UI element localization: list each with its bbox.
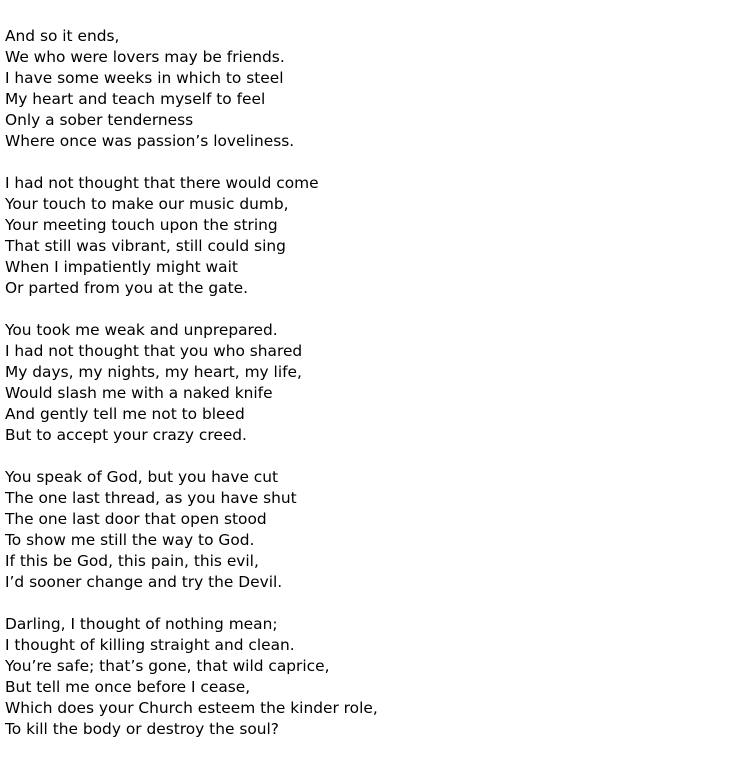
stanza-5 — [5, 614, 378, 740]
poem-line: Your meeting touch upon the string — [5, 216, 278, 234]
poem-line: I thought of killing straight and clean. — [5, 636, 295, 654]
poem-line: When I impatiently might wait — [5, 258, 238, 276]
poem-line: You speak of God, but you have cut — [5, 468, 279, 486]
poem-line: Darling, I thought of nothing mean; — [5, 615, 278, 633]
poem-text — [5, 26, 378, 761]
poem-line: I have some weeks in which to steel — [5, 69, 284, 87]
poem-line: To kill the body or destroy the soul? — [5, 720, 279, 738]
poem-line: But to accept your crazy creed. — [5, 426, 247, 444]
poem-line: The one last door that open stood — [5, 510, 267, 528]
stanza-1 — [5, 26, 378, 152]
stanza-2 — [5, 173, 378, 299]
poem-line: Where once was passion’s loveliness. — [5, 132, 295, 150]
poem-line: I’d sooner change and try the Devil. — [5, 573, 283, 591]
poem-line: If this be God, this pain, this evil, — [5, 552, 259, 570]
poem-line: You took me weak and unprepared. — [5, 321, 278, 339]
stanza-4 — [5, 467, 378, 593]
poem-line: And so it ends, — [5, 27, 120, 45]
poem-line: I had not thought that you who shared — [5, 342, 303, 360]
poem-line: And gently tell me not to bleed — [5, 405, 245, 423]
poem-line: But tell me once before I cease, — [5, 678, 251, 696]
poem-line: Or parted from you at the gate. — [5, 279, 249, 297]
poem-line: Would slash me with a naked knife — [5, 384, 273, 402]
poem-line: The one last thread, as you have shut — [5, 489, 297, 507]
poem-line: That still was vibrant, still could sing — [5, 237, 286, 255]
poem-line: You’re safe; that’s gone, that wild caprice, — [5, 657, 330, 675]
poem-line: Only a sober tenderness — [5, 111, 194, 129]
poem-line: To show me still the way to God. — [5, 531, 255, 549]
poem-line: We who were lovers may be friends. — [5, 48, 285, 66]
poem-line: Your touch to make our music dumb, — [5, 195, 289, 213]
poem-line: My heart and teach myself to feel — [5, 90, 266, 108]
stanza-3 — [5, 320, 378, 446]
poem-line: Which does your Church esteem the kinder role, — [5, 699, 378, 717]
poem-line: My days, my nights, my heart, my life, — [5, 363, 302, 381]
poem-line: I had not thought that there would come — [5, 174, 319, 192]
